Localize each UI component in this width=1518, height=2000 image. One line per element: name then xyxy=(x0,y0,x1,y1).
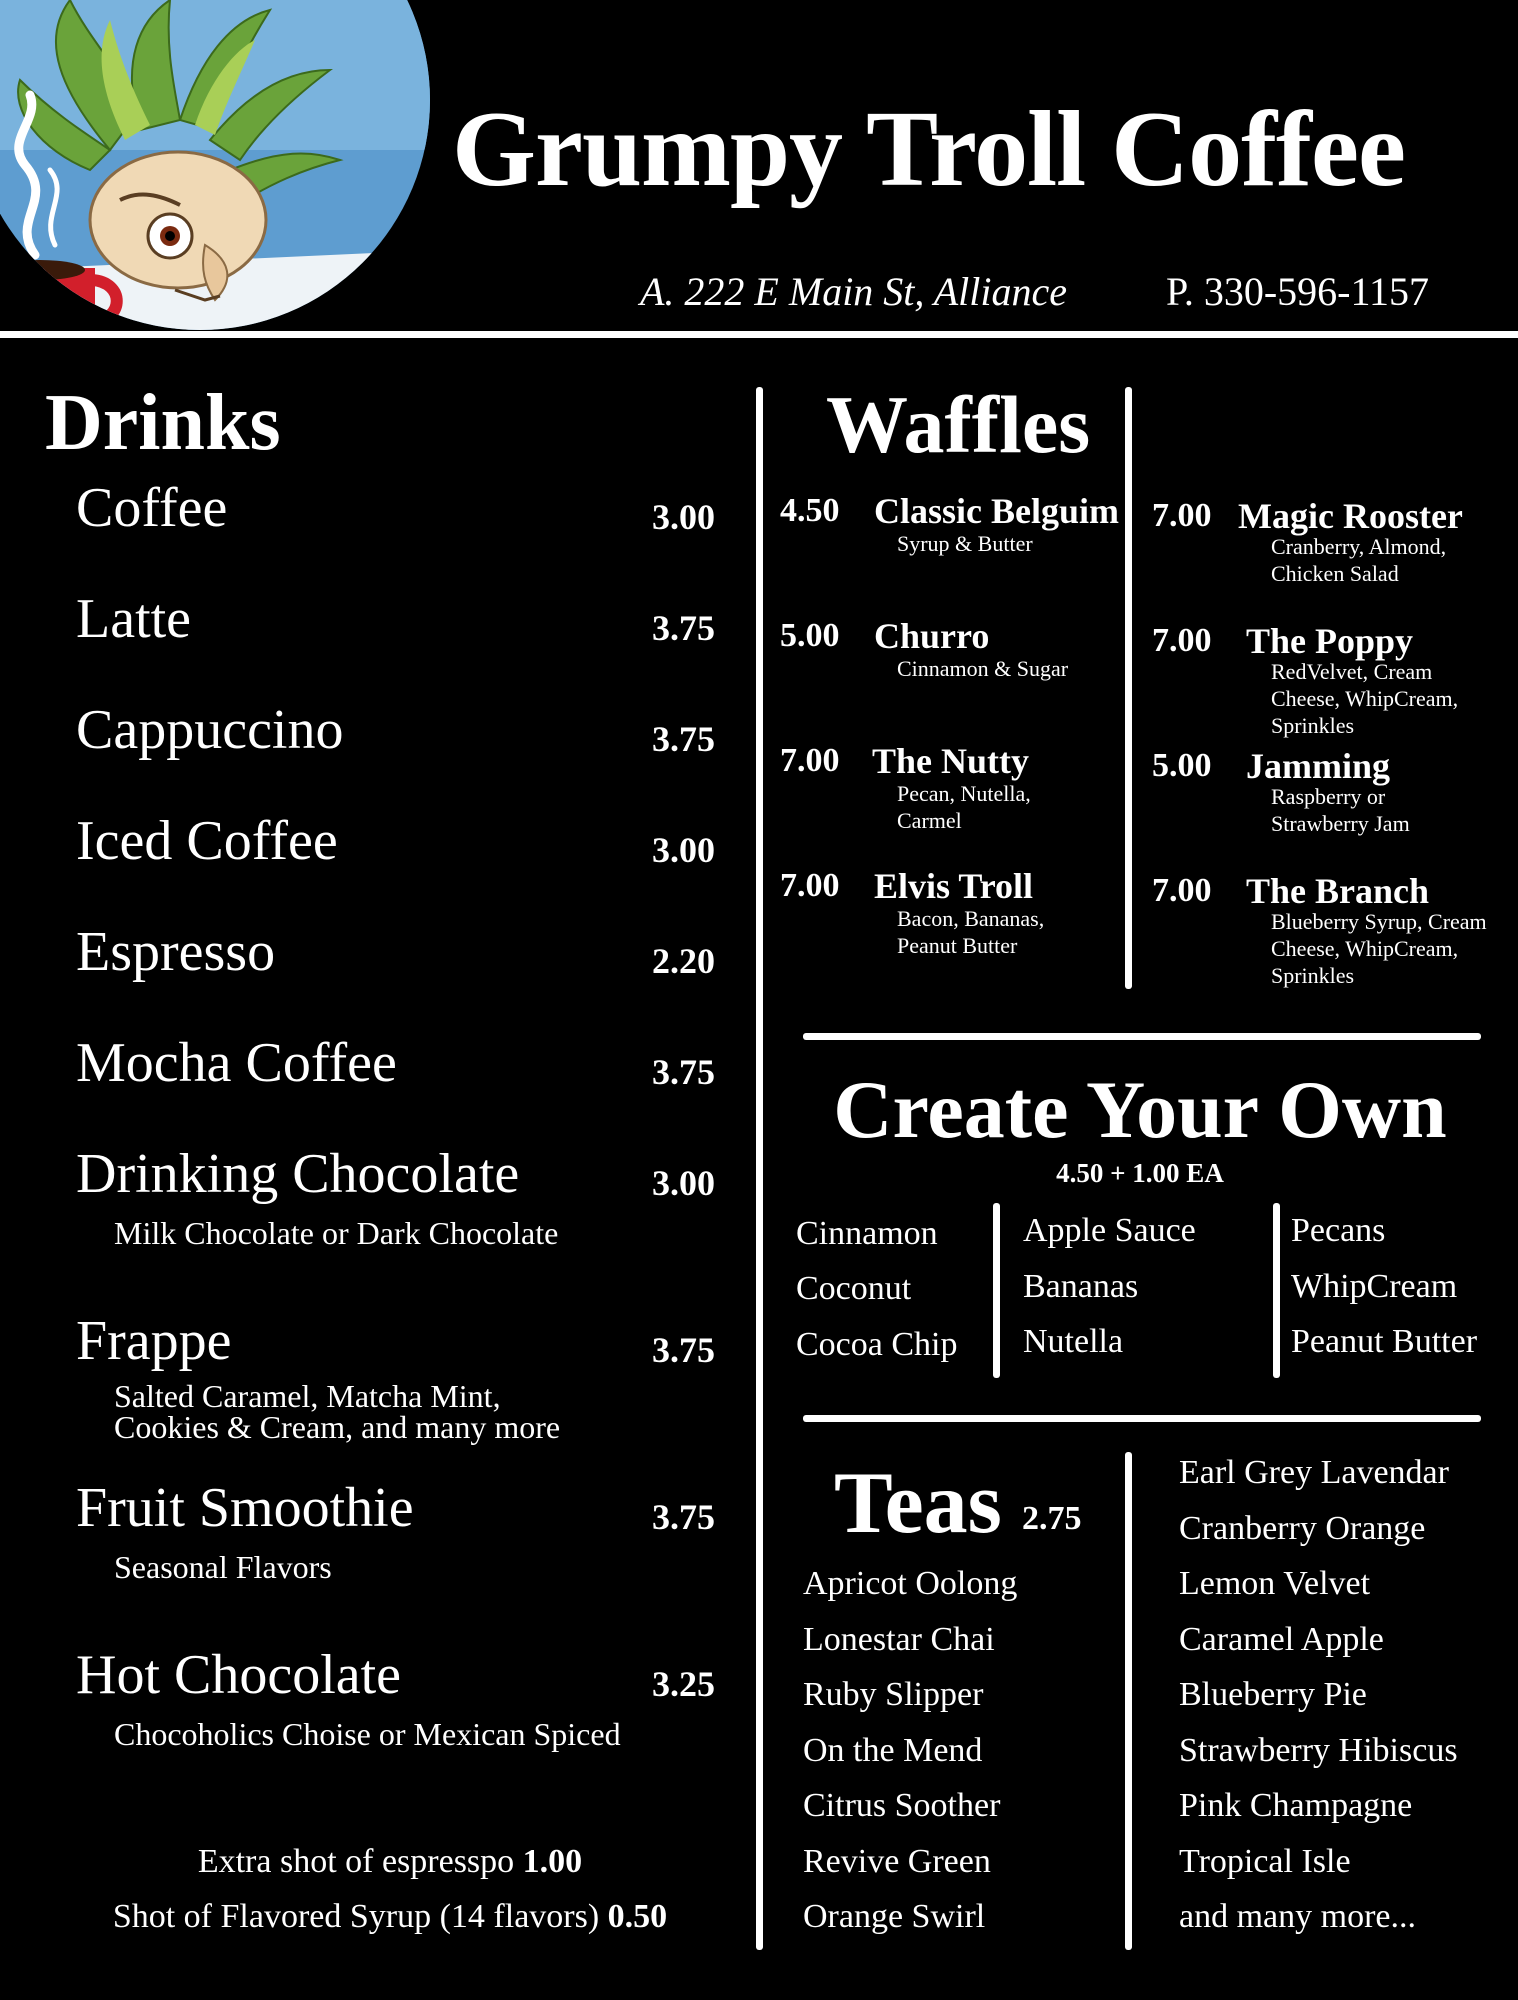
tea-item: Lonestar Chai xyxy=(803,1621,995,1658)
drink-description: Chocoholics Choise or Mexican Spiced xyxy=(114,1716,621,1752)
topping-item: WhipCream xyxy=(1291,1268,1458,1305)
drink-price: 3.75 xyxy=(652,1330,715,1370)
column-divider xyxy=(756,387,763,1950)
topping-item: Pecans xyxy=(1291,1212,1386,1249)
waffle-description: Pecan, Nutella, Carmel xyxy=(897,781,1031,833)
waffle-price: 5.00 xyxy=(780,617,840,654)
drink-price: 3.75 xyxy=(652,1052,715,1092)
topping-column-divider xyxy=(1273,1203,1280,1378)
drink-price: 3.75 xyxy=(652,1497,715,1537)
waffle-name: Churro xyxy=(874,616,990,656)
address-text: A. 222 E Main St, Alliance xyxy=(640,269,1067,314)
drink-name: Espresso xyxy=(76,921,276,983)
waffle-price: 7.00 xyxy=(1152,497,1212,534)
extra-syrup-line xyxy=(0,1898,780,1936)
drink-name: Fruit Smoothie xyxy=(76,1477,414,1539)
drink-price: 3.00 xyxy=(652,1163,715,1203)
topping-column-divider xyxy=(993,1203,1000,1378)
tea-item: Orange Swirl xyxy=(803,1898,986,1935)
tea-item: Tropical Isle xyxy=(1179,1843,1351,1880)
tea-item: Lemon Velvet xyxy=(1179,1565,1371,1602)
drink-price: 2.20 xyxy=(652,941,715,981)
drink-description: Milk Chocolate or Dark Chocolate xyxy=(114,1215,559,1251)
drink-price: 3.75 xyxy=(652,608,715,648)
waffle-price: 7.00 xyxy=(780,867,840,904)
waffle-name: Jamming xyxy=(1246,746,1390,786)
topping-item: Cocoa Chip xyxy=(796,1326,958,1363)
waffle-price: 5.00 xyxy=(1152,747,1212,784)
tea-item: Apricot Oolong xyxy=(803,1565,1018,1602)
create-your-own-price: 4.50 + 1.00 EA xyxy=(1056,1158,1224,1188)
teas-heading: Teas xyxy=(834,1455,1002,1552)
section-divider xyxy=(803,1033,1481,1040)
teas-price: 2.75 xyxy=(1022,1500,1082,1537)
extra-price: 0.50 xyxy=(607,1898,668,1935)
teas-column-divider xyxy=(1125,1452,1132,1950)
drink-name: Iced Coffee xyxy=(76,810,338,872)
waffle-description: Raspberry or Strawberry Jam xyxy=(1271,784,1410,836)
topping-item: Apple Sauce xyxy=(1023,1212,1196,1249)
tea-item: Cranberry Orange xyxy=(1179,1510,1426,1547)
tea-item: Blueberry Pie xyxy=(1179,1676,1367,1713)
drink-name: Frappe xyxy=(76,1310,232,1372)
waffle-description: RedVelvet, Cream Cheese, WhipCream, Sprinkles xyxy=(1271,659,1459,738)
troll-mascot-with-coffee-mug-icon xyxy=(0,0,440,332)
waffle-description: Blueberry Syrup, Cream Cheese, WhipCream, Sprinkles xyxy=(1271,909,1487,988)
drink-description: Seasonal Flavors xyxy=(114,1549,332,1585)
waffle-price: 7.00 xyxy=(1152,872,1212,909)
section-divider xyxy=(803,1415,1481,1422)
waffle-price: 7.00 xyxy=(780,742,840,779)
drink-name: Latte xyxy=(76,588,192,650)
tea-item: Revive Green xyxy=(803,1843,991,1880)
header-divider xyxy=(0,331,1518,338)
waffles-divider xyxy=(1125,387,1132,989)
extra-espresso-line xyxy=(0,1843,780,1881)
waffle-name: The Branch xyxy=(1246,871,1430,911)
troll-logo xyxy=(0,0,440,332)
waffle-description: Syrup & Butter xyxy=(897,531,1033,556)
topping-item: Peanut Butter xyxy=(1291,1323,1478,1360)
extra-label: Shot of Flavored Syrup (14 flavors) xyxy=(112,1898,600,1935)
drink-name: Drinking Chocolate xyxy=(76,1143,520,1205)
tea-item: On the Mend xyxy=(803,1732,983,1769)
tea-item: Caramel Apple xyxy=(1179,1621,1384,1658)
waffle-description: Cranberry, Almond, Chicken Salad xyxy=(1271,534,1447,586)
drink-name: Hot Chocolate xyxy=(76,1644,402,1706)
tea-item: Ruby Slipper xyxy=(803,1676,984,1713)
waffle-name: Elvis Troll xyxy=(874,866,1034,906)
drink-name: Mocha Coffee xyxy=(76,1032,397,1094)
drink-price: 3.00 xyxy=(652,497,715,537)
waffle-name: Magic Rooster xyxy=(1238,496,1463,536)
page-title: Grumpy Troll Coffee xyxy=(452,90,1405,209)
waffle-description: Bacon, Bananas, Peanut Butter xyxy=(897,906,1045,958)
waffles-heading: Waffles xyxy=(826,379,1091,470)
tea-item: Pink Champagne xyxy=(1179,1787,1413,1824)
drink-price: 3.75 xyxy=(652,719,715,759)
drink-name: Cappuccino xyxy=(76,699,344,761)
topping-item: Coconut xyxy=(796,1270,912,1307)
waffle-name: The Nutty xyxy=(872,741,1030,781)
topping-item: Bananas xyxy=(1023,1268,1139,1305)
extra-price: 1.00 xyxy=(522,1843,583,1880)
tea-item: and many more... xyxy=(1179,1898,1416,1935)
extra-label: Extra shot of espresspo xyxy=(197,1843,515,1880)
drinks-heading: Drinks xyxy=(45,379,281,467)
drink-price: 3.25 xyxy=(652,1664,715,1704)
waffle-name: The Poppy xyxy=(1246,621,1414,661)
drink-description: Salted Caramel, Matcha Mint, Cookies & Cream, and many more xyxy=(114,1378,561,1445)
tea-item: Earl Grey Lavendar xyxy=(1179,1454,1449,1491)
create-your-own-heading: Create Your Own xyxy=(833,1064,1447,1155)
waffle-name: Classic Belguim xyxy=(874,491,1120,531)
topping-item: Cinnamon xyxy=(796,1215,938,1252)
drink-name: Coffee xyxy=(76,477,228,539)
drink-price: 3.00 xyxy=(652,830,715,870)
topping-item: Nutella xyxy=(1023,1323,1124,1360)
waffle-price: 4.50 xyxy=(780,492,840,529)
waffle-price: 7.00 xyxy=(1152,622,1212,659)
waffle-description: Cinnamon & Sugar xyxy=(897,656,1069,681)
tea-item: Citrus Soother xyxy=(803,1787,1001,1824)
tea-item: Strawberry Hibiscus xyxy=(1179,1732,1458,1769)
phone-text: P. 330-596-1157 xyxy=(1166,269,1429,314)
